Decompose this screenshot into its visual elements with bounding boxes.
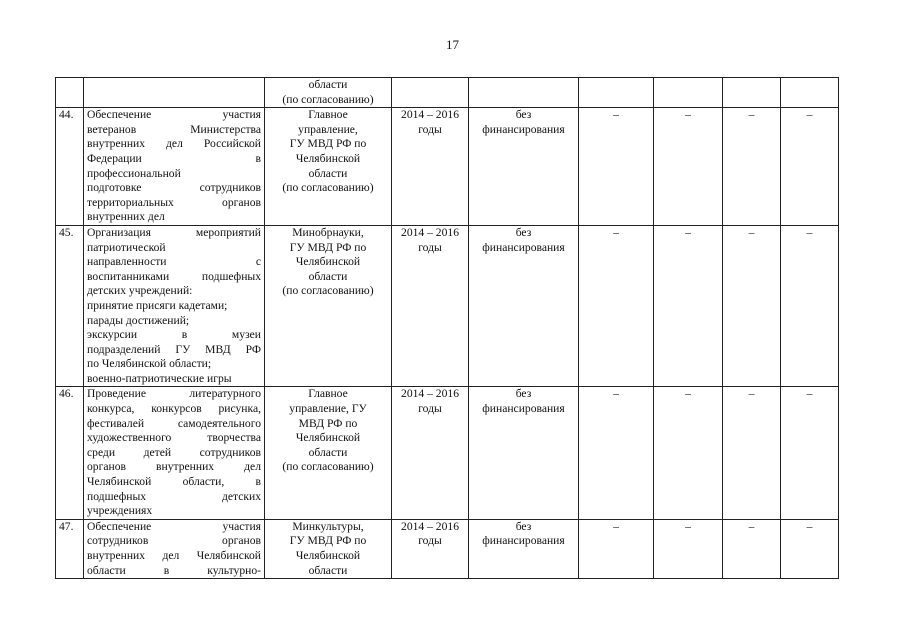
period-cell xyxy=(392,387,469,519)
period-cell xyxy=(392,519,469,578)
financing-cell xyxy=(469,225,579,387)
financing-cell xyxy=(469,108,579,226)
executor-line: области xyxy=(308,445,348,459)
row-number: 44. xyxy=(56,108,84,226)
event-line: Челябинской области, в xyxy=(87,475,261,489)
event-line: фестивалей самодеятельного xyxy=(87,416,261,430)
value-cell xyxy=(723,78,781,108)
executor-line: области xyxy=(308,269,348,283)
executor-line: (по согласованию) xyxy=(282,92,374,106)
financing-line: без xyxy=(515,225,532,239)
row-number: 45. xyxy=(56,225,84,387)
event-line: воспитанниками подшефных xyxy=(87,269,261,283)
event-line: области в культурно- xyxy=(87,563,261,577)
row-number: 46. xyxy=(56,387,84,519)
value-cell: – xyxy=(781,225,839,387)
event-cell xyxy=(84,225,265,387)
executor-line: Челябинской xyxy=(295,549,361,562)
table-row xyxy=(56,225,839,387)
event-line: территориальных органов xyxy=(87,195,261,209)
value-cell: – xyxy=(579,225,654,387)
executor-line: (по согласованию) xyxy=(282,284,374,298)
executor-line: Минкультуры, xyxy=(292,519,364,533)
period-line: 2014 – 2016 xyxy=(401,225,459,239)
value-cell xyxy=(654,78,723,108)
value-cell: – xyxy=(654,108,723,226)
value-cell xyxy=(579,78,654,108)
executor-line: ГУ МВД РФ по xyxy=(289,137,367,151)
event-line: патриотической xyxy=(87,240,166,254)
event-line: внутренних дел Челябинской xyxy=(87,549,261,562)
value-cell: – xyxy=(781,108,839,226)
period-line: годы xyxy=(418,402,442,416)
event-line: направленности с xyxy=(87,255,261,269)
event-line: экскурсии в музеи xyxy=(87,328,261,342)
value-cell: – xyxy=(654,519,723,578)
executor-cell xyxy=(265,108,392,226)
event-line: парады достижений; xyxy=(87,313,190,327)
event-line: среди детей сотрудников xyxy=(87,445,261,459)
event-line: Обеспечение участия xyxy=(87,108,261,122)
event-cell xyxy=(84,519,265,578)
table-row xyxy=(56,519,839,578)
event-cell xyxy=(84,387,265,519)
executor-line: МВД РФ по xyxy=(298,416,358,430)
value-cell: – xyxy=(781,387,839,519)
executor-line: (по согласованию) xyxy=(282,181,374,195)
event-line: подготовке сотрудников xyxy=(87,181,261,195)
event-line: подразделений ГУ МВД РФ xyxy=(87,342,261,356)
event-line: внутренних дел xyxy=(87,210,165,224)
executor-line: управление, xyxy=(298,122,358,136)
event-line: конкурса, конкурсов рисунка, xyxy=(87,402,261,416)
financing-line: без xyxy=(515,108,532,122)
executor-line: области xyxy=(308,166,348,180)
executor-line: ГУ МВД РФ по xyxy=(289,240,367,254)
executor-line: (по согласованию) xyxy=(282,460,374,474)
financing-line: без xyxy=(515,387,532,401)
executor-line: Челябинской xyxy=(295,431,361,445)
period-line: годы xyxy=(418,534,442,548)
event-line: внутренних дел Российской xyxy=(87,137,261,151)
financing-line: финансирования xyxy=(482,534,565,548)
value-cell: – xyxy=(723,519,781,578)
executor-cell xyxy=(265,225,392,387)
financing-line: финансирования xyxy=(482,122,565,136)
event-line: детских учреждений: xyxy=(87,284,193,298)
event-line: учреждениях xyxy=(87,504,153,518)
executor-cell xyxy=(265,519,392,578)
value-cell: – xyxy=(723,387,781,519)
event-line: Проведение литературного xyxy=(87,387,261,401)
financing-line: без xyxy=(515,519,532,533)
executor-line: области xyxy=(308,78,348,91)
table-row xyxy=(56,108,839,226)
value-cell: – xyxy=(723,225,781,387)
value-cell: – xyxy=(579,108,654,226)
event-line: органов внутренних дел xyxy=(87,460,261,474)
financing-cell xyxy=(469,78,579,108)
financing-cell xyxy=(469,519,579,578)
events-table xyxy=(55,77,839,579)
event-line: военно-патриотические игры xyxy=(87,371,232,385)
row-number: 47. xyxy=(56,519,84,578)
financing-line: финансирования xyxy=(482,240,565,254)
executor-line: ГУ МВД РФ по xyxy=(289,534,367,548)
executor-line: Главное xyxy=(308,108,348,122)
executor-cell xyxy=(265,387,392,519)
event-line: Обеспечение участия xyxy=(87,519,261,533)
event-line: сотрудников органов xyxy=(87,534,261,548)
period-line: 2014 – 2016 xyxy=(401,108,459,122)
value-cell xyxy=(781,78,839,108)
executor-line: управление, ГУ xyxy=(289,402,367,416)
event-line: по Челябинской области; xyxy=(87,357,212,371)
period-line: 2014 – 2016 xyxy=(401,519,459,533)
value-cell: – xyxy=(781,519,839,578)
event-line: принятие присяги кадетами; xyxy=(87,298,228,312)
executor-line: Челябинской xyxy=(295,151,361,165)
event-line: Федерации в xyxy=(87,151,261,165)
executor-line: области xyxy=(308,563,348,577)
event-cell xyxy=(84,108,265,226)
event-cell xyxy=(84,78,265,108)
page-number: 17 xyxy=(446,37,459,52)
period-line: годы xyxy=(418,240,442,254)
event-line: профессиональной xyxy=(87,166,181,180)
event-line: Организация мероприятий xyxy=(87,225,261,239)
table-row xyxy=(56,387,839,519)
value-cell: – xyxy=(654,387,723,519)
event-line: подшефных детских xyxy=(87,489,261,503)
period-cell xyxy=(392,225,469,387)
value-cell: – xyxy=(723,108,781,226)
period-line: годы xyxy=(418,122,442,136)
executor-line: Главное xyxy=(308,387,348,401)
value-cell: – xyxy=(579,387,654,519)
period-line: 2014 – 2016 xyxy=(401,387,459,401)
continuation-row xyxy=(56,78,839,108)
executor-line: Минобрнауки, xyxy=(292,225,364,239)
event-line: художественного творчества xyxy=(87,431,261,445)
period-cell xyxy=(392,78,469,108)
event-line: ветеранов Министерства xyxy=(87,122,261,136)
financing-line: финансирования xyxy=(482,402,565,416)
executor-cell xyxy=(265,78,392,108)
value-cell: – xyxy=(579,519,654,578)
executor-line: Челябинской xyxy=(295,255,361,269)
period-cell xyxy=(392,108,469,226)
financing-cell xyxy=(469,387,579,519)
num-cell xyxy=(56,78,84,108)
value-cell: – xyxy=(654,225,723,387)
